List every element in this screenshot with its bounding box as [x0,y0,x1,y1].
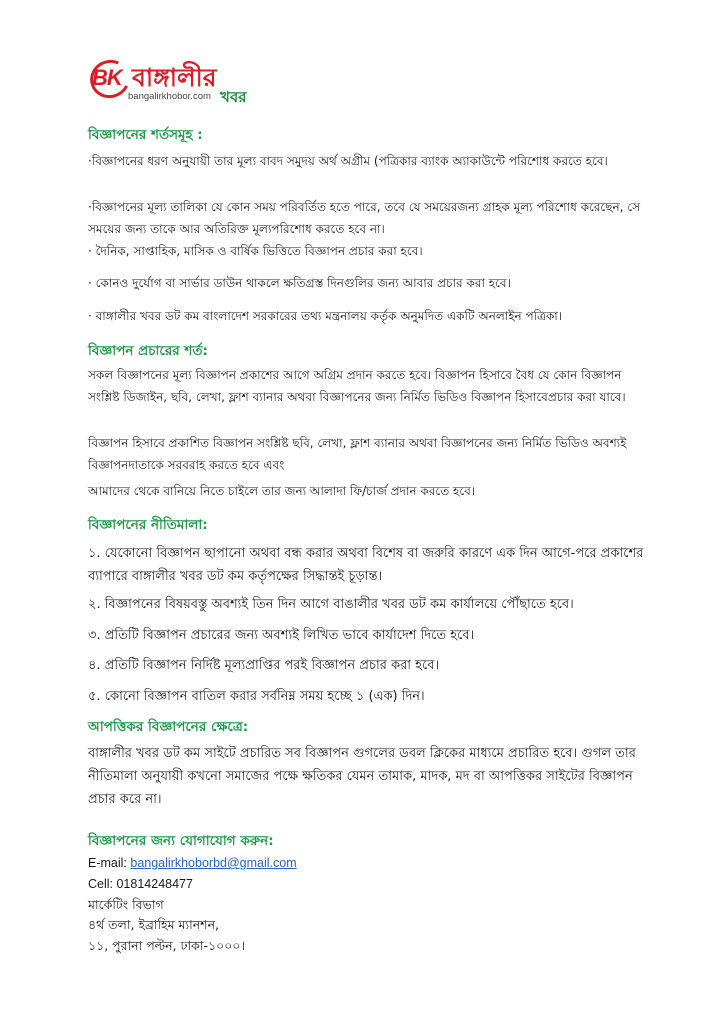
objectionable-paragraph: বাঙ্গালীর খবর ডট কম সাইটে প্রচারিত সব বিজ্ঞাপন গুগলের ডবল ক্লিকের মাধ্যমে প্রচারিত হবে। গুগল তার নীতিমালা অনুযায়ী কখনো সমাজের পক্ষে ক্ষতিকর যেমন তামাক, মাদক, মদ বা আপত্তিকর সাইটের বিজ্ঞাপন প্রচার করে না। [88,746,636,807]
section-objectionable-heading: আপত্তিকর বিজ্ঞাপনের ক্ষেত্রে: [88,719,249,735]
terms-item: · দৈনিক, সাপ্তাহিক, মাসিক ও বার্ষিক ভিত্তিতে বিজ্ঞাপন প্রচার করা হবে। [88,244,423,258]
logo-domain: bangalirkhobor.com [128,91,211,102]
publish-terms-paragraph: বিজ্ঞাপন হিসাবে প্রকাশিত বিজ্ঞাপন সংশ্লিষ্ট ছবি, লেখা, ফ্লাশ ব্যানার অথবা বিজ্ঞাপনের জন্য নির্মিত ভিডিও অবশ্যই বিজ্ঞাপনদাতাকে সরবরাহ করতে হবে এবং [88,436,627,472]
department-name: মার্কেটিং বিভাগ [88,897,164,912]
terms-item: · কোনও দুর্যোগ বা সার্ভার ডাউন থাকলে ক্ষতিগ্রস্ত দিনগুলির জন্য আবার প্রচার করা হবে। [88,276,511,290]
publish-terms-paragraph: আমাদের থেকে বানিয়ে নিতে চাইলে তার জন্য আলাদা ফি/চার্জ প্রদান করতে হবে। [88,484,476,498]
logo-subtitle: খবর [220,88,247,106]
logo-badge-icon: BK [88,60,130,98]
cell-label: Cell: [88,877,117,891]
site-logo[interactable] [88,58,278,108]
cell-number: 01814248477 [116,877,193,891]
terms-item: ·বিজ্ঞাপনের ধরণ অনুযায়ী তার মূল্য বাবদ সমুদয় অর্থ অগ্রীম (পত্রিকার ব্যাংক অ্যাকাউন্টে পরিশোধ করতে হবে। [88,154,608,168]
email-label: E-mail: [88,856,131,870]
contact-heading: বিজ্ঞাপনের জন্য যোগাযোগ করুন: [88,833,274,849]
email-link[interactable]: bangalirkhoborbd@gmail.com [130,856,297,870]
terms-item: · বাঙ্গালীর খবর ডট কম বাংলাদেশ সরকারের তথ্য মন্ত্রনালয় কর্তৃক অনুমদিত একটি অনলাইন পত্রিকা। [88,309,563,323]
publish-terms-paragraph: সকল বিজ্ঞাপনের মূল্য বিজ্ঞাপন প্রকাশের আগে অগ্রিম প্রদান করতে হবে। বিজ্ঞাপন হিসাবে বৈধ যে কোন বিজ্ঞাপন সংশ্লিষ্ট ডিজাইন, ছবি, লেখা, ফ্লাশ ব্যানার অথবা বিজ্ঞাপনের জন্য নির্মিত ভিডিও বিজ্ঞাপন হিসাবেপ্রচার করা যাবে। [88,368,626,404]
section-terms-heading: বিজ্ঞাপনের শর্তসমূহ : [88,127,203,143]
address-line: ১১, পুরানা পল্টন, ঢাকা-১০০০। [88,938,246,953]
policy-item: ১. যেকোনো বিজ্ঞাপন ছাপানো অথবা বন্ধ করার অথবা বিশেষ বা জরুরি কারণে এক দিন আগে-পরে প্রকাশের ব্যাপারে বাঙ্গালীর খবর ডট কম কর্তৃপক্ষের সিদ্ধান্তই চূড়ান্ত। [88,546,644,584]
policy-item: ৫. কোনো বিজ্ঞাপন বাতিল করার সর্বনিম্ন সময় হচ্ছে ১ (এক) দিন। [88,689,425,704]
cell-line [88,874,193,894]
email-line [88,853,297,873]
section-publish-terms-heading: বিজ্ঞাপন প্রচারের শর্ত: [88,343,208,359]
policy-item: ৪. প্রতিটি বিজ্ঞাপন নির্দিষ্ট মূল্যপ্রাপ্তির পরই বিজ্ঞাপন প্রচার করা হবে। [88,658,440,673]
logo-name: বাঙ্গালীর [132,63,217,92]
policy-item: ২. বিজ্ঞাপনের বিষয়বস্তু অবশ্যই তিন দিন আগে বাঙালীর খবর ডট কম কার্যালয়ে পৌঁছাতে হবে। [88,597,574,612]
address-line: ৪র্থ তলা, ইব্রাহিম ম্যানশন, [88,917,220,932]
section-policy-heading: বিজ্ঞাপনের নীতিমালা: [88,517,208,533]
terms-item: ·বিজ্ঞাপনের মূল্য তালিকা যে কোন সময় পরিবর্তিত হতে পারে, তবে যে সময়েরজন্য গ্রাহক মূল্য পরিশোধ করেছেন, সে সময়ের জন্য তাকে আর অতিরিক্ত মূল্যপরিশোধ করতে হবে না। [88,200,641,236]
policy-item: ৩. প্রতিটি বিজ্ঞাপন প্রচারের জন্য অবশ্যই লিখিত ভাবে কার্যাদেশ দিতে হবে। [88,628,475,643]
